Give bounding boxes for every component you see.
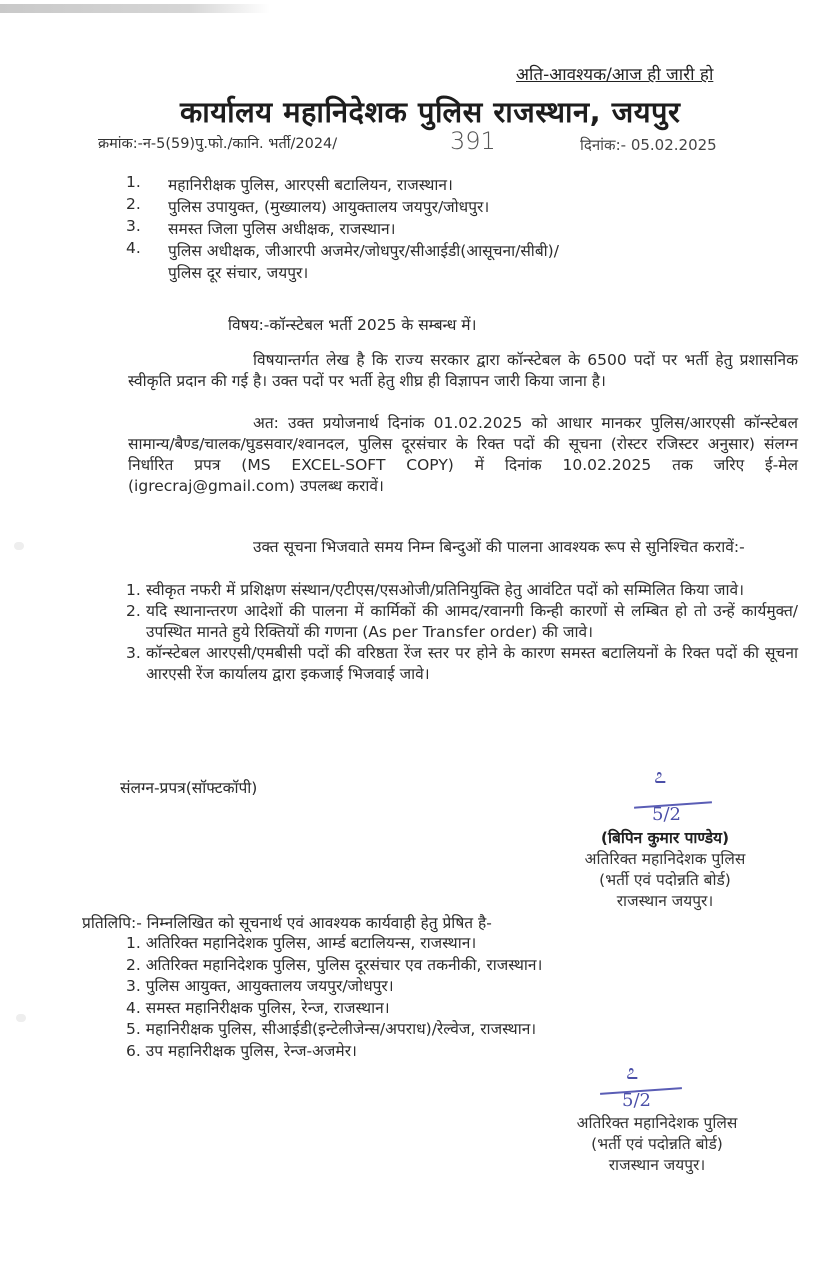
body-paragraph-2: अत: उक्त प्रयोजनार्थ दिनांक 01.02.2025 को आधार मानकर पुलिस/आरएसी कॉन्स्टेबल सामान्य/बैण्ड/चालक/घुडसवार/श्वानदल, पुलिस दूरसंचार के रिक्त पदों की सूचना (रोस्टर रजिस्टर अनुसार) संलग्न निर्धारित प्रपत्र (MS EXCEL-SOFT COPY) में दिनांक 10.02.2025 तक जरिए ई-मेल (igrecraj@gmail.com) उपलब्ध करावें। (128, 414, 798, 495)
copy-to-item: 3. पुलिस आयुक्त, आयुक्तालय जयपुर/जोधपुर। (126, 977, 394, 995)
signatory-name: (बिपिन कुमार पाण्डेय) (600, 829, 730, 847)
attachment-note: संलग्न-प्रपत्र(सॉफ्टकॉपी) (120, 779, 258, 797)
addressee-item: 4. पुलिस अधीक्षक, जीआरपी अजमेर/जोधपुर/सीआईडी(आसूचना/सीबी)/ (126, 239, 559, 260)
addressee-list (126, 173, 806, 283)
reference-handwritten-number: 391 (450, 127, 496, 155)
copy-to-list (126, 933, 542, 1062)
signatory-board: (भर्ती एवं पदोन्नति बोर्ड) (599, 871, 731, 889)
copy-to-item: 5. महानिरीक्षक पुलिस, सीआईडी(इन्टेलीजेन्स/अपराध)/रेल्वेज, राजस्थान। (126, 1020, 537, 1038)
reference-number: क्रमांक:-न-5(59)पु.फो./कानि. भर्ती/2024/ (98, 136, 338, 152)
copy-to-item: 2. अतिरिक्त महानिदेशक पुलिस, पुलिस दूरसंचार एव तकनीकी, राजस्थान। (126, 955, 543, 974)
signatory-location: राजस्थान जयपुर। (608, 1156, 706, 1174)
copy-to-item: 6. उप महानिरीक्षक पुलिस, रेन्ज-अजमेर। (126, 1041, 357, 1060)
letter-date: दिनांक:- 05.02.2025 (580, 136, 717, 154)
scan-edge-shadow (0, 4, 270, 13)
instruction-point: 3. कॉन्स्टेबल आरएसी/एमबीसी पदों की वरिष्ठता रेंज स्तर पर होने के कारण समस्त बटालियनों के रिक्त पदों की सूचना आरएसी रेंज कार्यालय द्वारा इकजाई भिजवाई जावे। (126, 644, 798, 683)
copy-to-heading: प्रतिलिपि:- निम्नलिखित को सूचनार्थ एवं आवश्यक कार्यवाही हेतु प्रेषित है- (82, 914, 492, 932)
addressee-item: 1. महानिरीक्षक पुलिस, आरएसी बटालियन, राजस्थान। (126, 173, 453, 194)
addressee-item: 3. समस्त जिला पुलिस अधीक्षक, राजस्थान। (126, 217, 396, 238)
signatory-location: राजस्थान जयपुर। (616, 892, 714, 910)
subject-line: विषय:-कॉन्स्टेबल भर्ती 2025 के सम्बन्ध में। (228, 316, 477, 334)
body-paragraph-3: उक्त सूचना भिजवाते समय निम्न बिन्दुओं की पालना आवश्यक रूप से सुनिश्चित करावें:- (253, 538, 745, 556)
signatory-designation: अतिरिक्त महानिदेशक पुलिस (584, 850, 746, 868)
copy-to-item: 1. अतिरिक्त महानिदेशक पुलिस, आर्म्ड बटालियन्स, राजस्थान। (126, 934, 477, 952)
handwritten-signature: ೭ 5/2 (632, 764, 722, 830)
instruction-points (126, 580, 798, 685)
instruction-point: 2. यदि स्थानान्तरण आदेशों की पालना में कार्मिकों की आमद/रवानगी किन्ही कारणों से लम्बित हो तो उन्हें कार्यमुक्त/उपस्थित मानते हुये रिक्तियों की गणना (As per Transfer order) की जावे। (126, 602, 798, 641)
scan-speck (16, 1014, 26, 1022)
copy-to-item: 4. समस्त महानिरीक्षक पुलिस, रेन्ज, राजस्थान। (126, 998, 390, 1017)
signature-block-1 (540, 828, 790, 912)
addressee-item-continuation: पुलिस दूर संचार, जयपुर। (168, 264, 309, 282)
signatory-designation: अतिरिक्त महानिदेशक पुलिस (576, 1114, 738, 1132)
urgency-note: अति-आवश्यक/आज ही जारी हो (516, 65, 714, 85)
scan-speck (14, 542, 24, 550)
handwritten-signature-2: ೭ 5/2 (598, 1060, 698, 1120)
addressee-item: 2. पुलिस उपायुक्त, (मुख्यालय) आयुक्तालय जयपुर/जोधपुर। (126, 195, 490, 216)
body-paragraph-1: विषयान्तर्गत लेख है कि राज्य सरकार द्वारा कॉन्स्टेबल के 6500 पदों पर भर्ती हेतु प्रशासनिक स्वीकृति प्रदान की गई है। उक्त पदों पर भर्ती हेतु शीघ्र ही विज्ञापन जारी किया जाना है। (128, 351, 798, 390)
signatory-board: (भर्ती एवं पदोन्नति बोर्ड) (591, 1135, 723, 1153)
signature-block-2 (532, 1113, 782, 1176)
office-title: कार्यालय महानिदेशक पुलिस राजस्थान, जयपुर (180, 95, 681, 129)
instruction-point: 1. स्वीकृत नफरी में प्रशिक्षण संस्थान/एटीएस/एसओजी/प्रतिनियुक्ति हेतु आवंटित पदों को सम्मिलित किया जावे। (126, 581, 744, 599)
